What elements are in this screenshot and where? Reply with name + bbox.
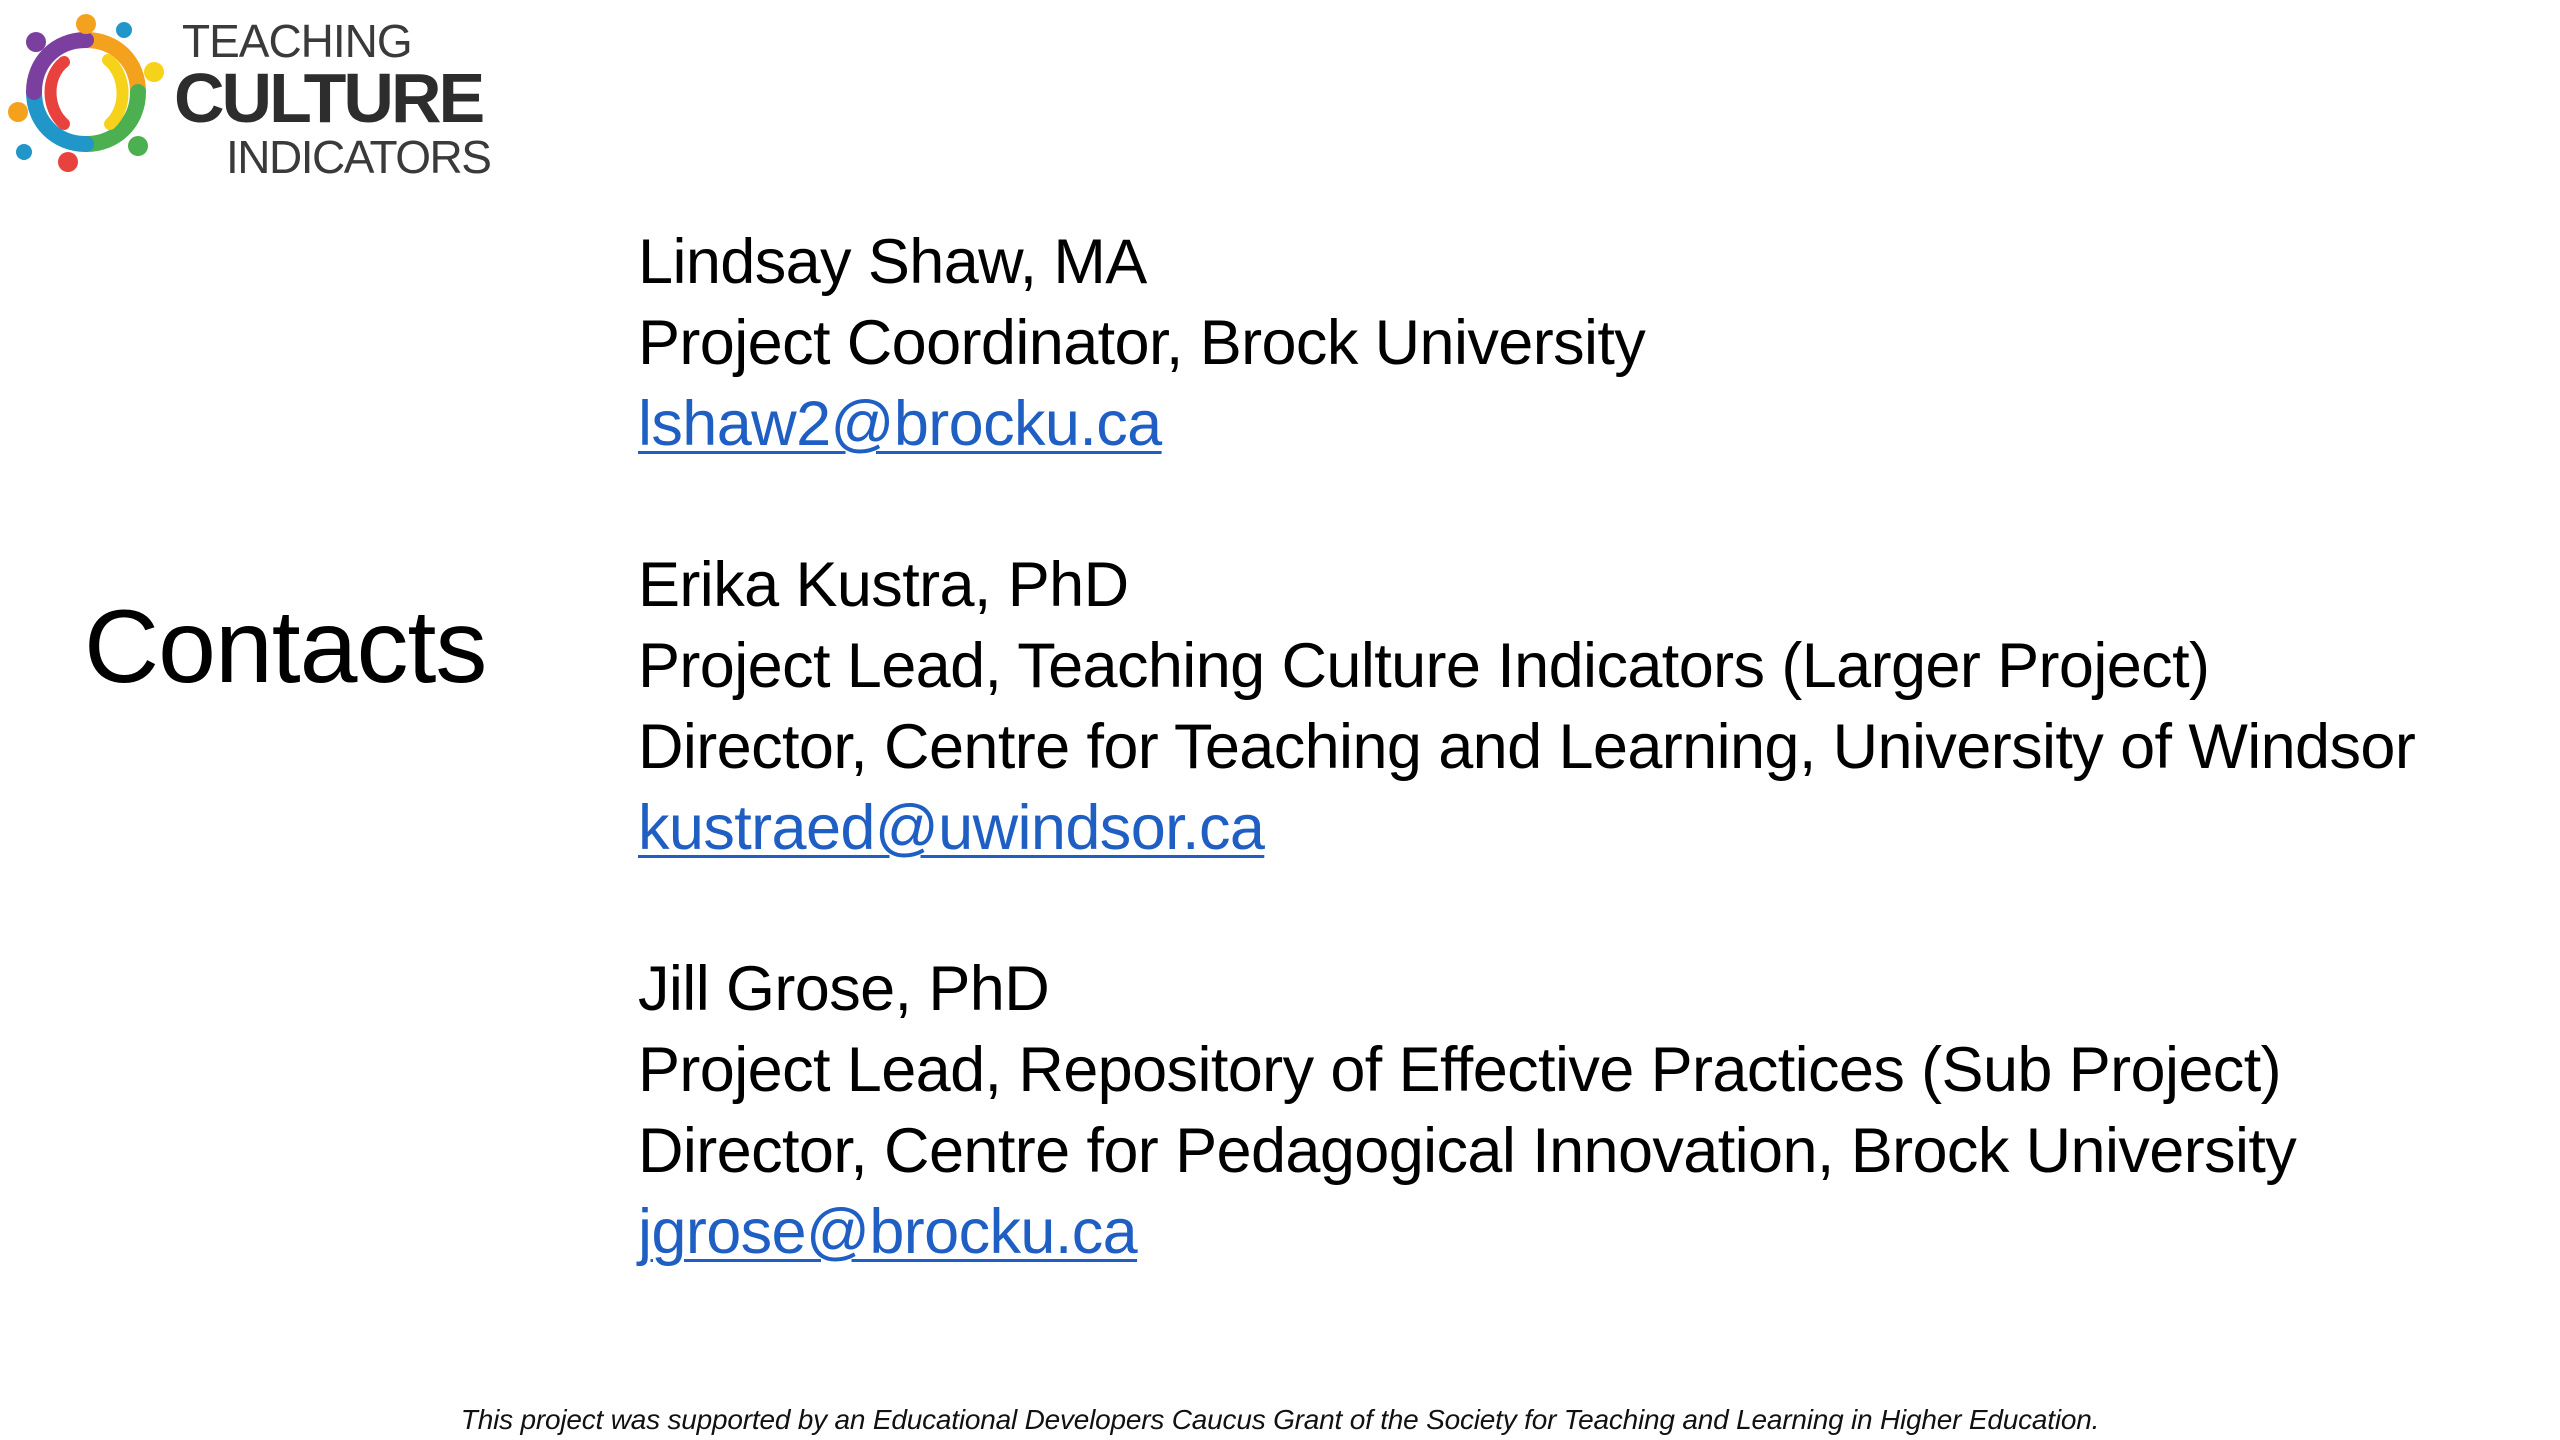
contact-name: Lindsay Shaw, MA [638, 227, 1147, 297]
contact-erika-kustra [638, 545, 2548, 869]
footer-grant-note: This project was supported by an Educational Developers Caucus Grant of the Society for Teaching and Learning in Higher Education. [460, 1404, 2100, 1435]
contact-role: Project Lead, Teaching Culture Indicators (Larger Project) [638, 631, 2210, 701]
contact-name: Jill Grose, PhD [638, 954, 1050, 1024]
logo-line-teaching: TEACHING [182, 15, 412, 67]
contact-role: Director, Centre for Pedagogical Innovation, Brock University [638, 1116, 2297, 1186]
logo-people-circle-icon [6, 12, 166, 172]
slide-title: Contacts [84, 589, 487, 705]
contact-email-link[interactable]: jgrose@brocku.ca [638, 1197, 1138, 1267]
contact-email-link[interactable]: kustraed@uwindsor.ca [638, 793, 1265, 863]
contact-name: Erika Kustra, PhD [638, 550, 1129, 620]
contact-role: Director, Centre for Teaching and Learning, University of Windsor [638, 712, 2416, 782]
contact-role: Project Coordinator, Brock University [638, 308, 1646, 378]
contact-lindsay-shaw [638, 222, 2548, 465]
teaching-culture-indicators-logo [6, 6, 526, 186]
logo-line-culture: CULTURE [174, 59, 483, 137]
contact-email-link[interactable]: lshaw2@brocku.ca [638, 389, 1162, 459]
contact-jill-grose [638, 949, 2548, 1273]
contacts-list [638, 222, 2548, 1353]
logo-line-indicators: INDICATORS [226, 131, 491, 183]
contact-role: Project Lead, Repository of Effective Practices (Sub Project) [638, 1035, 2281, 1105]
